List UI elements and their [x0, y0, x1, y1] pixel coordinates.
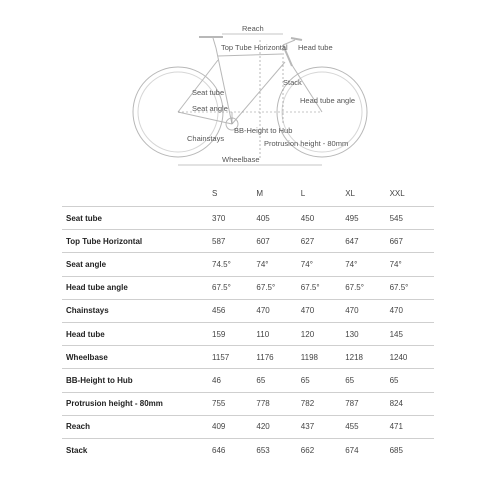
row-label: Stack: [66, 445, 88, 455]
cell-value: 587: [212, 236, 226, 246]
cell-value: 67.5°: [389, 283, 409, 293]
top-tube-line: [218, 54, 282, 56]
cell-value: 405: [256, 213, 270, 223]
cell-value: 409: [212, 422, 226, 432]
header-size: XL: [345, 188, 355, 198]
label-protrusion-height: Protrusion height - 80mm: [264, 139, 349, 148]
table-header-row: [62, 180, 434, 207]
table-row: [62, 230, 434, 253]
chainstay-line: [178, 112, 232, 124]
bike-geometry-diagram: [0, 0, 500, 172]
cell-value: 65: [300, 375, 310, 385]
cell-value: 456: [212, 306, 226, 316]
label-top-tube-horizontal: Top Tube Horizontal: [221, 43, 288, 52]
cell-value: 471: [389, 422, 403, 432]
cell-value: 455: [345, 422, 359, 432]
cell-value: 755: [212, 399, 226, 409]
row-label: Protrusion height - 80mm: [66, 399, 163, 409]
label-seat-angle: Seat angle: [192, 104, 228, 113]
cell-value: 607: [256, 236, 270, 246]
cell-value: 130: [345, 329, 359, 339]
row-label: BB-Height to Hub: [66, 375, 133, 385]
cell-value: 778: [256, 399, 270, 409]
cell-value: 627: [300, 236, 315, 246]
handlebar-line: [291, 38, 302, 40]
cell-value: 67.5°: [256, 283, 276, 293]
cell-value: 65: [256, 375, 266, 385]
cell-value: 65: [389, 375, 399, 385]
table-row: [62, 253, 434, 276]
label-stack: Stack: [283, 78, 302, 87]
table-row: [62, 207, 434, 230]
cell-value: 646: [212, 445, 226, 455]
table-row: [62, 322, 434, 345]
row-label: Wheelbase: [66, 352, 108, 362]
label-head-tube-angle: Head tube angle: [300, 96, 356, 105]
cell-value: 420: [256, 422, 270, 432]
seatpost-line: [213, 38, 216, 48]
table-row: [62, 438, 434, 461]
label-reach: Reach: [242, 24, 264, 33]
cell-value: 437: [300, 422, 315, 432]
cell-value: 495: [345, 213, 359, 223]
cell-value: 159: [212, 329, 226, 339]
row-label: Chainstays: [66, 306, 109, 316]
cell-value: 74°: [345, 259, 358, 269]
row-label: Seat angle: [66, 259, 107, 269]
label-wheelbase: Wheelbase: [222, 155, 260, 164]
table-row: [62, 415, 434, 438]
header-size: L: [300, 188, 306, 198]
cell-value: 67.5°: [300, 283, 320, 293]
cell-value: 667: [389, 236, 403, 246]
geometry-table-body: [62, 207, 434, 462]
cell-value: 470: [389, 306, 403, 316]
cell-value: 662: [300, 445, 315, 455]
label-bb-height-to-hub: BB-Height to Hub: [234, 126, 293, 135]
header-size: S: [212, 188, 218, 198]
cell-value: 470: [345, 306, 359, 316]
cell-value: 1240: [389, 352, 408, 362]
cell-value: 470: [300, 306, 315, 316]
cell-value: 647: [345, 236, 359, 246]
table-row: [62, 299, 434, 322]
cell-value: 65: [345, 375, 355, 385]
cell-value: 1218: [345, 352, 363, 362]
row-label: Head tube: [66, 329, 105, 339]
row-label: Head tube angle: [66, 283, 128, 293]
row-label: Reach: [66, 422, 91, 432]
cell-value: 74°: [389, 259, 402, 269]
cell-value: 74°: [300, 259, 313, 269]
label-head-tube: Head tube: [298, 43, 333, 52]
cell-value: 120: [300, 329, 315, 339]
cell-value: 46: [212, 375, 221, 385]
cell-value: 145: [389, 329, 403, 339]
label-seat-tube: Seat tube: [192, 88, 225, 97]
geometry-table: [62, 180, 434, 462]
cell-value: 1198: [300, 352, 318, 362]
cell-value: 67.5°: [212, 283, 231, 293]
cell-value: 470: [256, 306, 270, 316]
header-empty: [62, 180, 212, 207]
cell-value: 782: [300, 399, 315, 409]
table-row: [62, 369, 434, 392]
table-row: [62, 392, 434, 415]
cell-value: 1176: [256, 352, 274, 362]
table-row: [62, 346, 434, 369]
label-chainstays: Chainstays: [187, 134, 225, 143]
cell-value: 450: [300, 213, 315, 223]
cell-value: 370: [212, 213, 226, 223]
header-size: XXL: [389, 188, 405, 198]
cell-value: 74.5°: [212, 259, 231, 269]
header-size: M: [256, 188, 264, 198]
cell-value: 74°: [256, 259, 269, 269]
cell-value: 1157: [212, 352, 230, 362]
cell-value: 685: [389, 445, 403, 455]
table-row: [62, 276, 434, 299]
cell-value: 674: [345, 445, 359, 455]
cell-value: 824: [389, 399, 403, 409]
cell-value: 110: [256, 329, 270, 339]
row-label: Seat tube: [66, 213, 103, 223]
cell-value: 545: [389, 213, 403, 223]
row-label: Top Tube Horizontal: [66, 236, 143, 246]
cell-value: 787: [345, 399, 359, 409]
cell-value: 67.5°: [345, 283, 364, 293]
cell-value: 653: [256, 445, 270, 455]
